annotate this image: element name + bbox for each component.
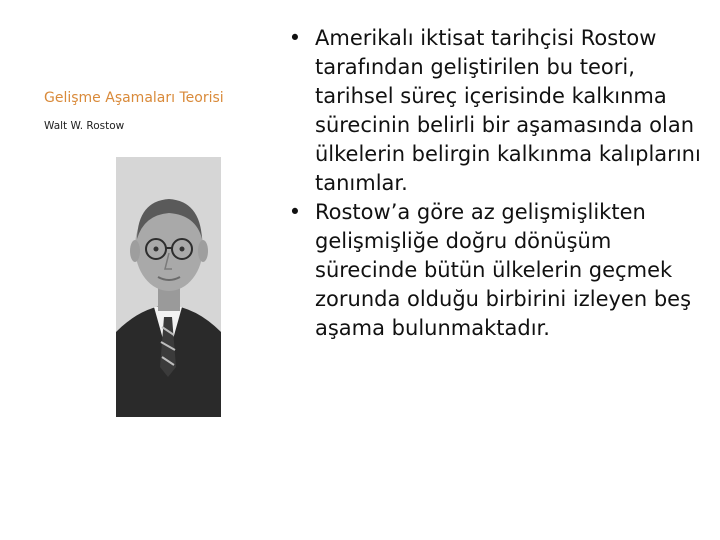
bullet-text: Rostow’a göre az gelişmişlikten gelişmişliğe doğru dönüşüm sürecinde bütün ülkelerin geçmek zorunda olduğu birbirini izleyen beş aşama bulunmaktadır.	[315, 200, 692, 340]
slide-title: Gelişme Aşamaları Teorisi	[44, 90, 224, 106]
portrait-photo	[116, 157, 221, 417]
bullet-item	[285, 198, 705, 343]
bullet-marker: •	[288, 26, 302, 50]
bullet-marker: •	[288, 200, 302, 224]
bullet-text: Amerikalı iktisat tarihçisi Rostow tarafından geliştirilen bu teori, tarihsel süreç içerisinde kalkınma sürecinin belirli bir aşamasında olan ülkelerin belirgin kalkınma kalıplarını tanımlar.	[315, 26, 701, 195]
bullet-item	[285, 24, 705, 198]
photo-caption: Walt W. Rostow	[44, 120, 125, 132]
bullet-list	[285, 24, 705, 343]
